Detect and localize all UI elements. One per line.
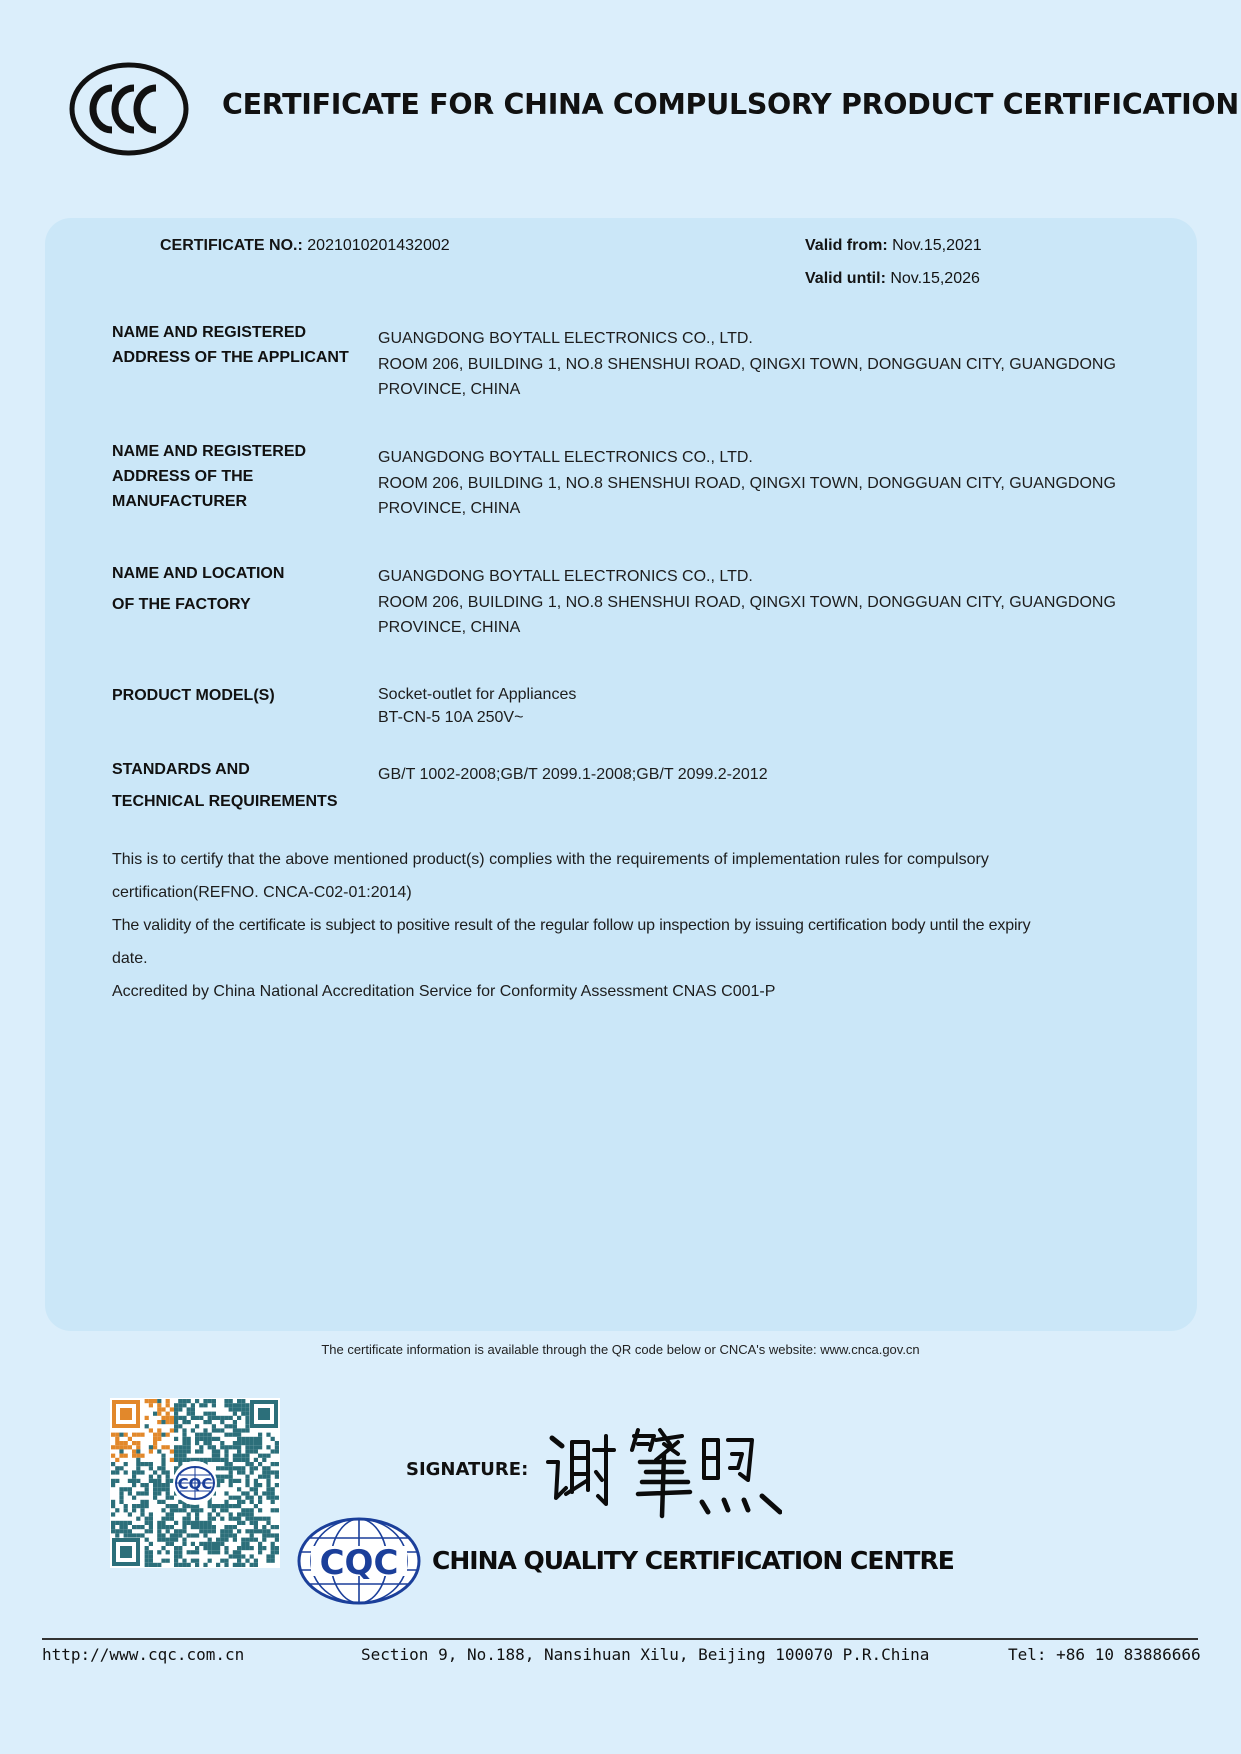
certificate-title: CERTIFICATE FOR CHINA COMPULSORY PRODUCT CERTIFICATION: [222, 88, 1239, 121]
valid-until: [805, 270, 980, 288]
statement-p2-line1: The validity of the certificate is subject to positive result of the regular follow up inspection by issuing certification body until the expiry: [112, 917, 1031, 934]
qr-code[interactable]: [110, 1398, 280, 1568]
svg-text:CQC: CQC: [319, 1543, 399, 1583]
applicant-name: GUANGDONG BOYTALL ELECTRONICS CO., LTD.: [378, 330, 753, 347]
standards-label: STANDARDS AND TECHNICAL REQUIREMENTS: [112, 761, 338, 810]
standards-list: GB/T 1002-2008;GB/T 2099.1-2008;GB/T 2099.2-2012: [378, 766, 768, 783]
valid-from-value: Nov.15,2021: [892, 237, 982, 254]
footer-address: Section 9, No.188, Nansihuan Xilu, Beijing 100070 P.R.China: [361, 1645, 930, 1664]
statement-p2-line2: date.: [112, 950, 148, 967]
manufacturer-address-line1: ROOM 206, BUILDING 1, NO.8 SHENSHUI ROAD, QINGXI TOWN, DONGGUAN CITY, GUANGDONG: [378, 474, 1116, 492]
valid-from-label: Valid from:: [805, 237, 888, 254]
qr-finder-top-left: [112, 1400, 140, 1428]
signature-image: [542, 1420, 782, 1520]
certificate-header: [0, 0, 1241, 200]
applicant-address-line2: PROVINCE, CHINA: [378, 381, 521, 398]
valid-from: [805, 237, 982, 255]
manufacturer-name: GUANGDONG BOYTALL ELECTRONICS CO., LTD.: [378, 449, 753, 466]
product-name: Socket-outlet for Appliances: [378, 686, 577, 703]
certification-statement: [112, 843, 1140, 1008]
product-model-label: PRODUCT MODEL(S): [112, 687, 275, 704]
standards-value: [378, 762, 1138, 788]
qr-finder-bottom-left: [112, 1538, 140, 1566]
product-model: BT-CN-5 10A 250V~: [378, 709, 524, 726]
ccc-logo: [68, 60, 190, 158]
product-model-value: [378, 683, 1138, 729]
certificate-number-label: CERTIFICATE NO.:: [160, 237, 303, 254]
factory-address-line1: ROOM 206, BUILDING 1, NO.8 SHENSHUI ROAD, QINGXI TOWN, DONGGUAN CITY, GUANGDONG: [378, 593, 1116, 611]
manufacturer-value: [378, 445, 1138, 522]
svg-text:CQC: CQC: [177, 1475, 213, 1493]
footer-phone: Tel: +86 10 83886666: [1008, 1645, 1201, 1664]
cqc-logo: [295, 1516, 423, 1606]
qr-note: The certificate information is available through the QR code below or CNCA's website: www.cnca.gov.cn: [321, 1342, 920, 1357]
factory-value: [378, 564, 1138, 641]
manufacturer-address-line2: PROVINCE, CHINA: [378, 500, 521, 517]
manufacturer-label: NAME AND REGISTERED ADDRESS OF THE MANUFACTURER: [112, 443, 307, 510]
qr-center-cqc-icon: [173, 1461, 217, 1505]
signature-label: SIGNATURE:: [406, 1459, 529, 1480]
statement-p1-line2: certification(REFNO. CNCA-C02-01:2014): [112, 884, 412, 901]
issuer-name: CHINA QUALITY CERTIFICATION CENTRE: [432, 1546, 954, 1575]
footer-website-link[interactable]: http://www.cqc.com.cn: [42, 1645, 245, 1664]
valid-until-value: Nov.15,2026: [890, 270, 980, 287]
qr-finder-top-right: [250, 1400, 278, 1428]
certificate-number: [160, 237, 450, 255]
applicant-address-line1: ROOM 206, BUILDING 1, NO.8 SHENSHUI ROAD, QINGXI TOWN, DONGGUAN CITY, GUANGDONG: [378, 355, 1116, 373]
factory-name: GUANGDONG BOYTALL ELECTRONICS CO., LTD.: [378, 568, 753, 585]
factory-address-line2: PROVINCE, CHINA: [378, 619, 521, 636]
statement-p1-line1: This is to certify that the above mentioned product(s) complies with the requirements of implementation rules for compulsory: [112, 851, 989, 868]
certificate-number-value: 2021010201432002: [307, 237, 450, 254]
applicant-label: NAME AND REGISTERED ADDRESS OF THE APPLICANT: [112, 324, 349, 366]
statement-accreditation: Accredited by China National Accreditation Service for Conformity Assessment CNAS C001-P: [112, 983, 776, 1000]
valid-until-label: Valid until:: [805, 270, 886, 287]
factory-label: NAME AND LOCATION OF THE FACTORY: [112, 565, 285, 613]
footer-divider: [42, 1638, 1198, 1640]
applicant-value: [378, 326, 1138, 403]
